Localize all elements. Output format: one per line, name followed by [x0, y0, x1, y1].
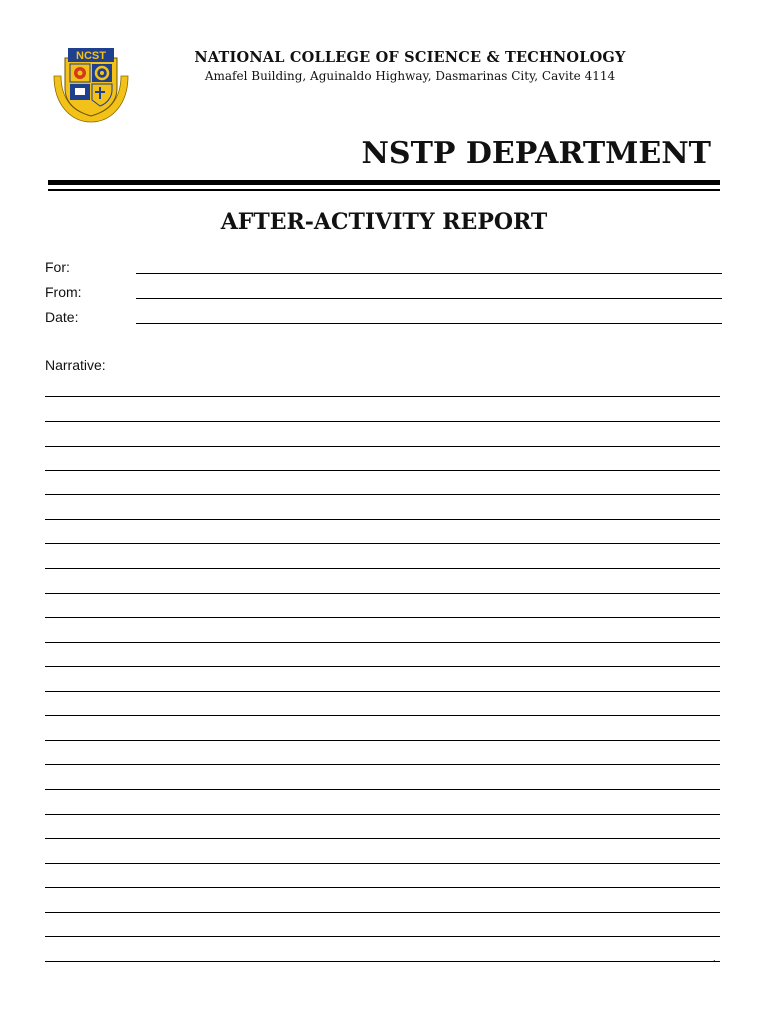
college-address: Amafel Building, Aguinaldo Highway, Dasmarinas City, Cavite 4114 [204, 69, 616, 83]
report-title: AFTER-ACTIVITY REPORT [220, 209, 548, 235]
logo-shield [65, 48, 117, 116]
narrative-line[interactable] [45, 814, 720, 815]
narrative-line[interactable] [45, 568, 720, 569]
narrative-label: Narrative: [45, 357, 106, 373]
department-title: NSTP DEPARTMENT [361, 136, 711, 171]
narrative-line[interactable] [45, 961, 720, 962]
for-line[interactable] [136, 273, 722, 274]
ncst-logo [50, 42, 132, 124]
narrative-line[interactable] [45, 642, 720, 643]
for-label: For: [45, 259, 70, 275]
narrative-line[interactable] [45, 691, 720, 692]
narrative-line[interactable] [45, 421, 720, 422]
narrative-line[interactable] [45, 715, 720, 716]
narrative-line[interactable] [45, 666, 720, 667]
narrative-line[interactable] [45, 764, 720, 765]
header-rule-thin [48, 189, 720, 191]
narrative-line[interactable] [45, 617, 720, 618]
college-name: NATIONAL COLLEGE OF SCIENCE & TECHNOLOGY [194, 49, 626, 66]
narrative-line[interactable] [45, 838, 720, 839]
header-rule-thick [48, 180, 720, 185]
narrative-line[interactable] [45, 446, 720, 447]
date-label: Date: [45, 309, 79, 325]
from-label: From: [45, 284, 82, 300]
trailing-mark: . [713, 953, 716, 963]
institution-header [160, 48, 660, 84]
narrative-line[interactable] [45, 494, 720, 495]
narrative-line[interactable] [45, 740, 720, 741]
logo-lettering: NCST [76, 50, 106, 62]
narrative-line[interactable] [45, 912, 720, 913]
narrative-line[interactable] [45, 887, 720, 888]
from-line[interactable] [136, 298, 722, 299]
narrative-line[interactable] [45, 519, 720, 520]
narrative-line[interactable] [45, 543, 720, 544]
narrative-line[interactable] [45, 789, 720, 790]
narrative-line[interactable] [45, 396, 720, 397]
narrative-line[interactable] [45, 470, 720, 471]
narrative-line[interactable] [45, 863, 720, 864]
narrative-line[interactable] [45, 936, 720, 937]
date-line[interactable] [136, 323, 722, 324]
narrative-line[interactable] [45, 593, 720, 594]
